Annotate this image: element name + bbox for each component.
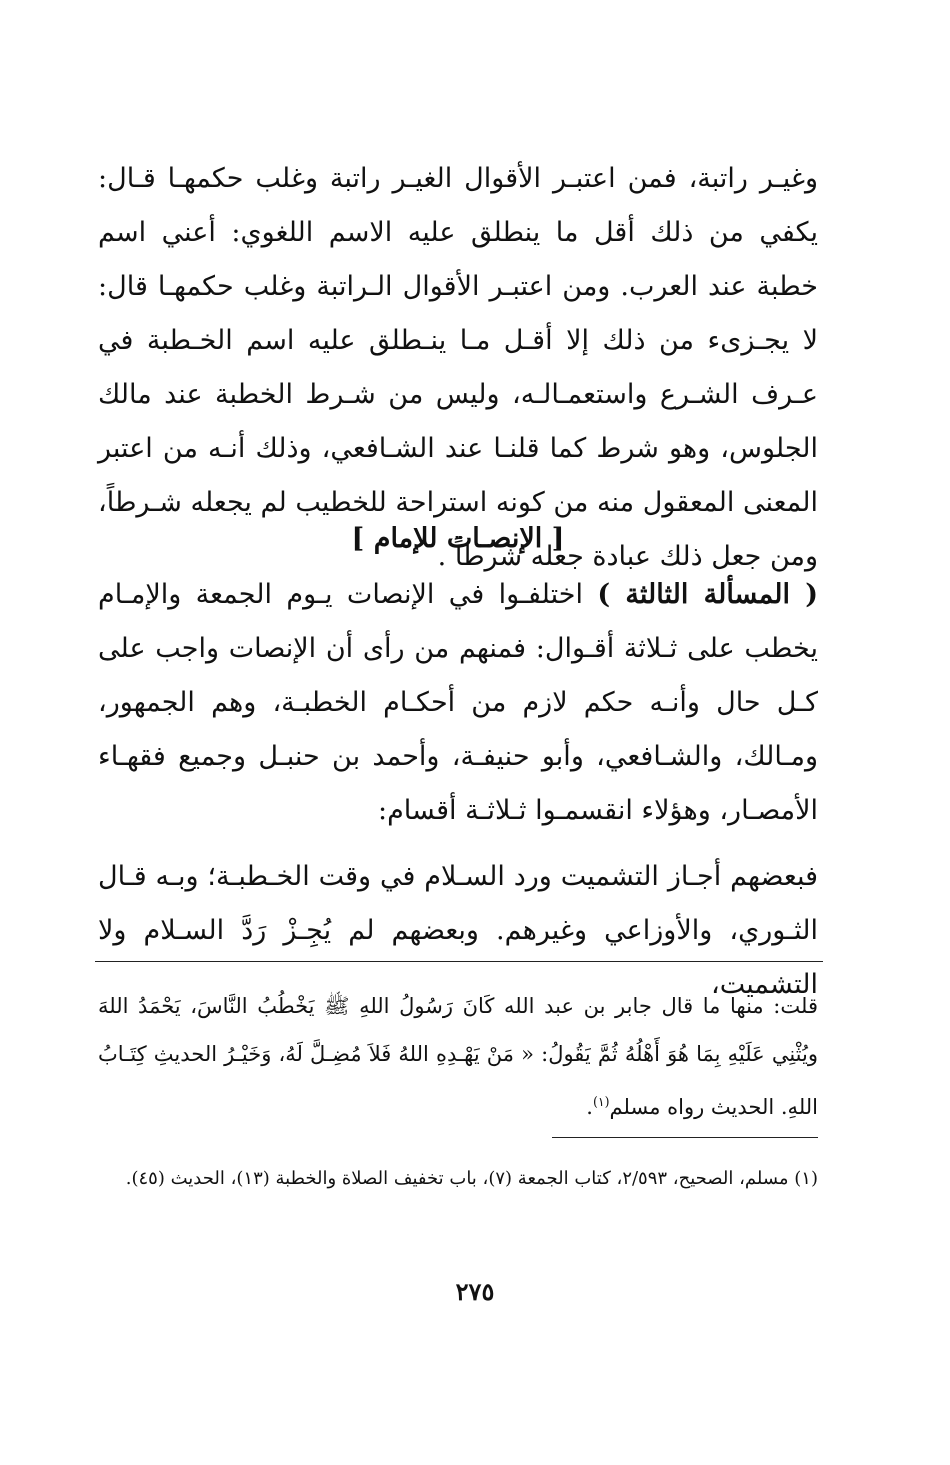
footnote-separator-rule <box>552 1137 818 1138</box>
commentary-block <box>98 982 818 1131</box>
issue-label: ( المسألة الثالثة ) <box>597 579 818 610</box>
footnote-block <box>98 1160 818 1198</box>
main-text-block-2 <box>98 568 818 1012</box>
paragraph-2-body: اختلفـوا في الإنصات يـوم الجمعة والإمـام يخطب على ثـلاثة أقـوال: فمنهم من رأى أن الإنصات واجب على كـل حال وأنـه حكم لازم من أحكـام الخطبـة، وهم الجمهور، ومـالك، والشـافعي، وأبو حنيفـة، وأحمد بن حنبـل وجميع فقهـاء الأمصـار، وهؤلاء انقسمـوا ثـلاثـة أقسام: <box>98 579 818 826</box>
section-heading: [ الإنصـات للإمام ] <box>351 523 565 554</box>
commentary-body: قلت: منها ما قال جابر بن عبد الله كَانَ رَسُولُ اللهِ ﷺ يَخْطُبُ النَّاسَ، يَحْمَدُ اللهَ ويُثْنِي عَلَيْهِ بِمَا هُوَ أَهْلُهُ ثُمَّ يَقُولُ: « مَنْ يَهْـدِهِ اللهُ فَلاَ مُضِـلَّ لَهُ، وَخَيْـرُ الحديثِ كِتَـابُ اللهِ. الحديث رواه مسلم <box>98 994 818 1119</box>
paragraph-3: فبعضهم أجـاز التشميت ورد السـلام في وقت الخـطبـة؛ وبـه قـال الثـوري، والأوزاعي وغيرهم. وبعضهم لم يُجِـزْ رَدَّ السـلام ولا التشميت، <box>98 861 818 1000</box>
comment-separator-rule <box>95 961 823 962</box>
paragraph-2 <box>98 568 818 838</box>
commentary-end: . <box>586 1095 593 1119</box>
commentary-text <box>98 982 818 1131</box>
footnote-reference: (١) <box>592 1094 610 1109</box>
footnote-1: (١) مسلم، الصحيح، ٢/٥٩٣، كتاب الجمعة (٧)، باب تخفيف الصلاة والخطبة (١٣)، الحديث (٤٥). <box>125 1168 818 1189</box>
page-number: ٢٧٥ <box>455 1277 495 1306</box>
paragraph-1: وغيـر راتبة، فمن اعتبـر الأقوال الغيـر راتبة وغلب حكمهـا قـال: يكفي من ذلك أقل ما ينطلق عليه الاسم اللغوي: أعني اسم خطبة عند العرب. ومن اعتبـر الأقوال الـراتبة وغلب حكمهـا قال: لا يجـزىء من ذلك إلا أقـل مـا ينـطلق عليه اسم الخـطبة في عـرف الشـرع واستعمـالـه، وليس من شـرط الخطبة عند مالك الجلوس، وهو شرط كما قلنـا عند الشـافعي، وذلك أنـه من اعتبر المعنى المعقول منه من كونه استراحة للخطيب لم يجعله شـرطاً، ومن جعل ذلك عبادة جعله شرطاً . <box>98 163 818 572</box>
